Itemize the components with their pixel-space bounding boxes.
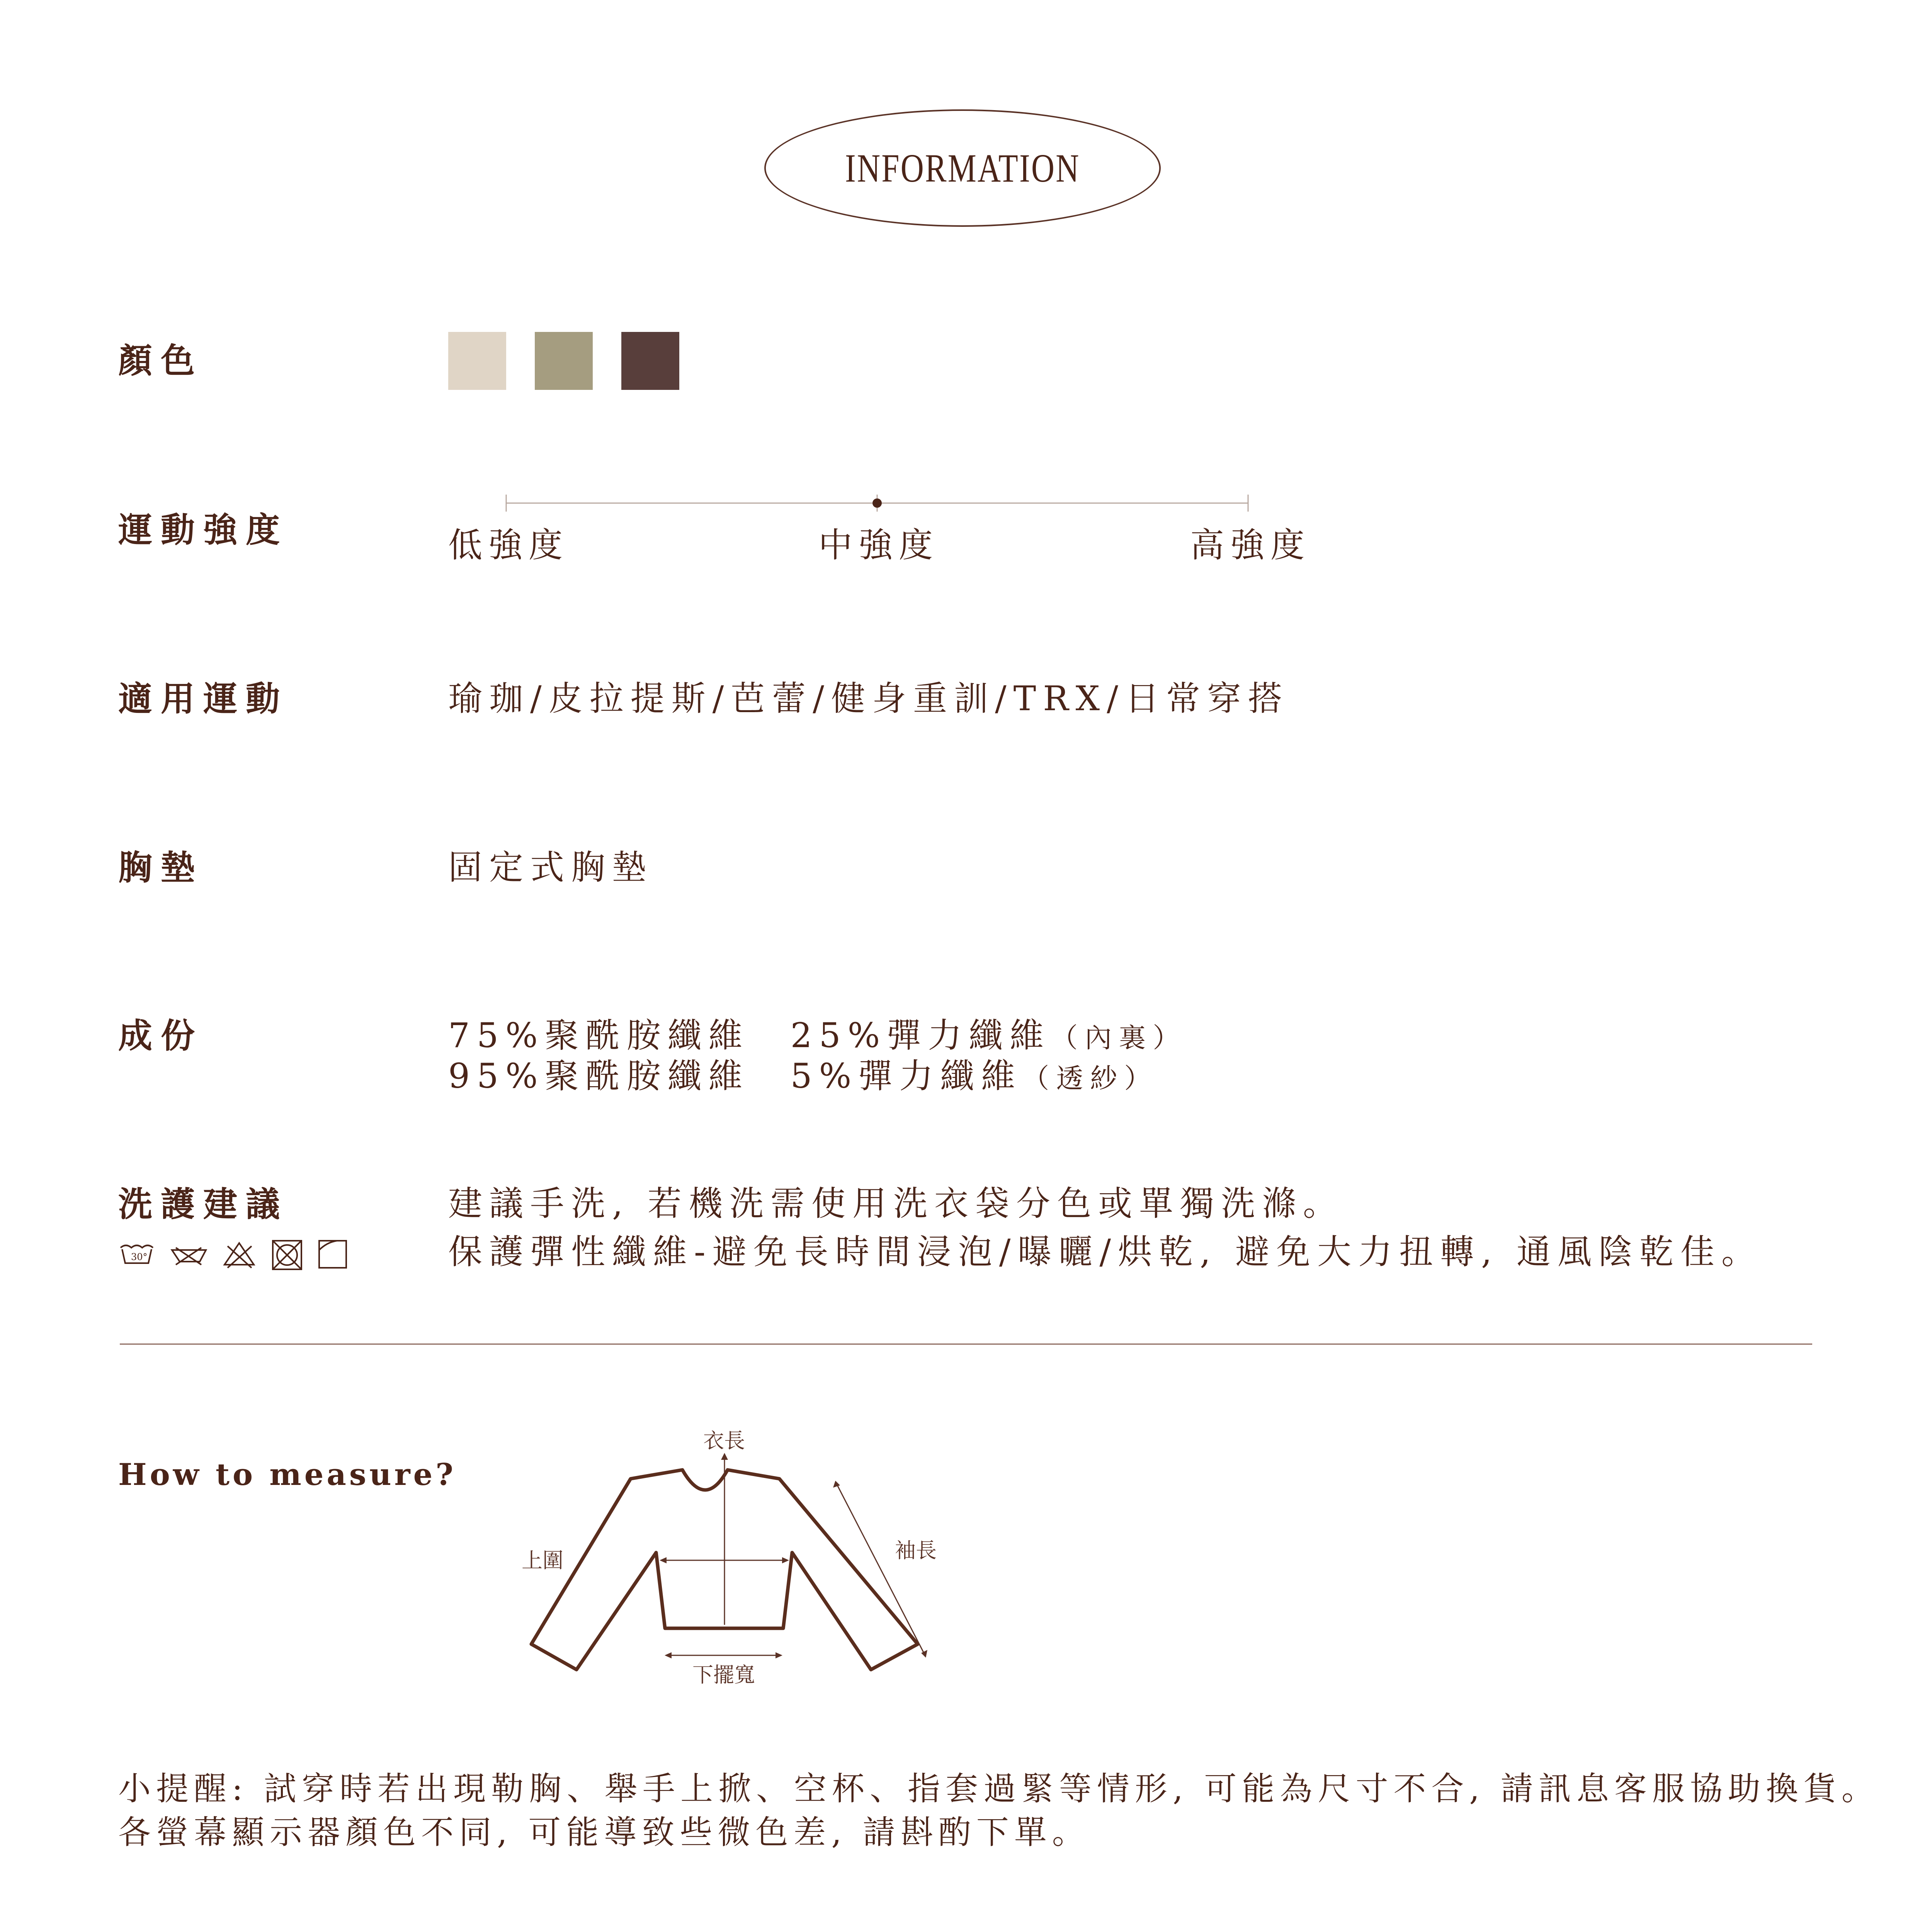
sports-value: 瑜珈/皮拉提斯/芭蕾/健身重訓/TRX/日常穿搭 (448, 679, 1289, 718)
sleeve-arrow-bottom (921, 1650, 927, 1658)
composition-line-2-main: 95%聚酰胺纖維 5%彈力纖維 (448, 1056, 1022, 1096)
measure-diagram (502, 1410, 1005, 1700)
composition-line-2-note: （透紗） (1022, 1063, 1158, 1094)
care-line-2: 保護彈性纖維-避免長時間浸泡/曝曬/烘乾, 避免大力扭轉, 通風陰乾佳。 (448, 1232, 1762, 1272)
pad-label: 胸墊 (118, 847, 204, 888)
bust-label: 上圍 (522, 1548, 563, 1573)
composition-line-1-note: （內裏） (1051, 1022, 1187, 1054)
composition-line-1 (448, 1015, 1187, 1056)
note-line-2: 各螢幕顯示器顏色不同, 可能導致些微色差, 請斟酌下單。 (118, 1813, 1090, 1851)
sleeve-line (837, 1484, 924, 1654)
length-arrow-head (721, 1453, 728, 1460)
note-line-1: 小提醒: 試穿時若出現勒胸、舉手上掀、空杯、指套過緊等情形, 可能為尺寸不合, 請訊息客服協助換貨。 (118, 1770, 1879, 1808)
line-dry-icon (319, 1241, 346, 1268)
intensity-level-low: 低強度 (448, 525, 569, 565)
composition-line-1-main: 75%聚酰胺纖維 25%彈力纖維 (448, 1015, 1051, 1055)
intensity-scale (498, 487, 1271, 518)
measure-title: How to measure? (118, 1457, 456, 1492)
color-swatch-2[interactable] (535, 332, 593, 390)
sleeve-arrow-top (833, 1481, 840, 1488)
intensity-marker (872, 498, 882, 508)
care-label: 洗護建議 (118, 1184, 289, 1224)
color-label: 顏色 (118, 340, 204, 381)
no-iron-icon (224, 1243, 254, 1268)
no-bleach-icon (172, 1248, 206, 1265)
pad-value: 固定式胸墊 (448, 847, 653, 887)
hand-wash-30-icon (121, 1245, 153, 1263)
bust-arrow-right (782, 1557, 789, 1563)
sports-label: 適用運動 (118, 679, 289, 719)
svg-text:30°: 30° (131, 1252, 148, 1262)
length-label: 衣長 (703, 1429, 745, 1453)
bust-arrow-left (660, 1557, 667, 1563)
divider (120, 1344, 1812, 1345)
sleeve-label: 袖長 (895, 1538, 937, 1563)
color-swatch-3[interactable] (621, 332, 679, 390)
no-tumble-dry-icon (273, 1241, 301, 1269)
composition-label: 成份 (118, 1015, 204, 1056)
color-swatch-1[interactable] (448, 332, 506, 390)
intensity-level-mid: 中強度 (818, 525, 939, 565)
intensity-level-high: 高強度 (1190, 525, 1311, 565)
care-line-1: 建議手洗, 若機洗需使用洗衣袋分色或單獨洗滌。 (448, 1184, 1344, 1223)
composition-line-2 (448, 1056, 1158, 1097)
hem-arrow-left (665, 1652, 672, 1658)
page-title: INFORMATION (845, 146, 1080, 190)
information-badge (764, 109, 1161, 227)
care-icons (118, 1235, 350, 1273)
hem-label: 下擺寬 (692, 1663, 755, 1687)
intensity-label: 運動強度 (118, 510, 289, 550)
hem-arrow-right (776, 1652, 782, 1658)
